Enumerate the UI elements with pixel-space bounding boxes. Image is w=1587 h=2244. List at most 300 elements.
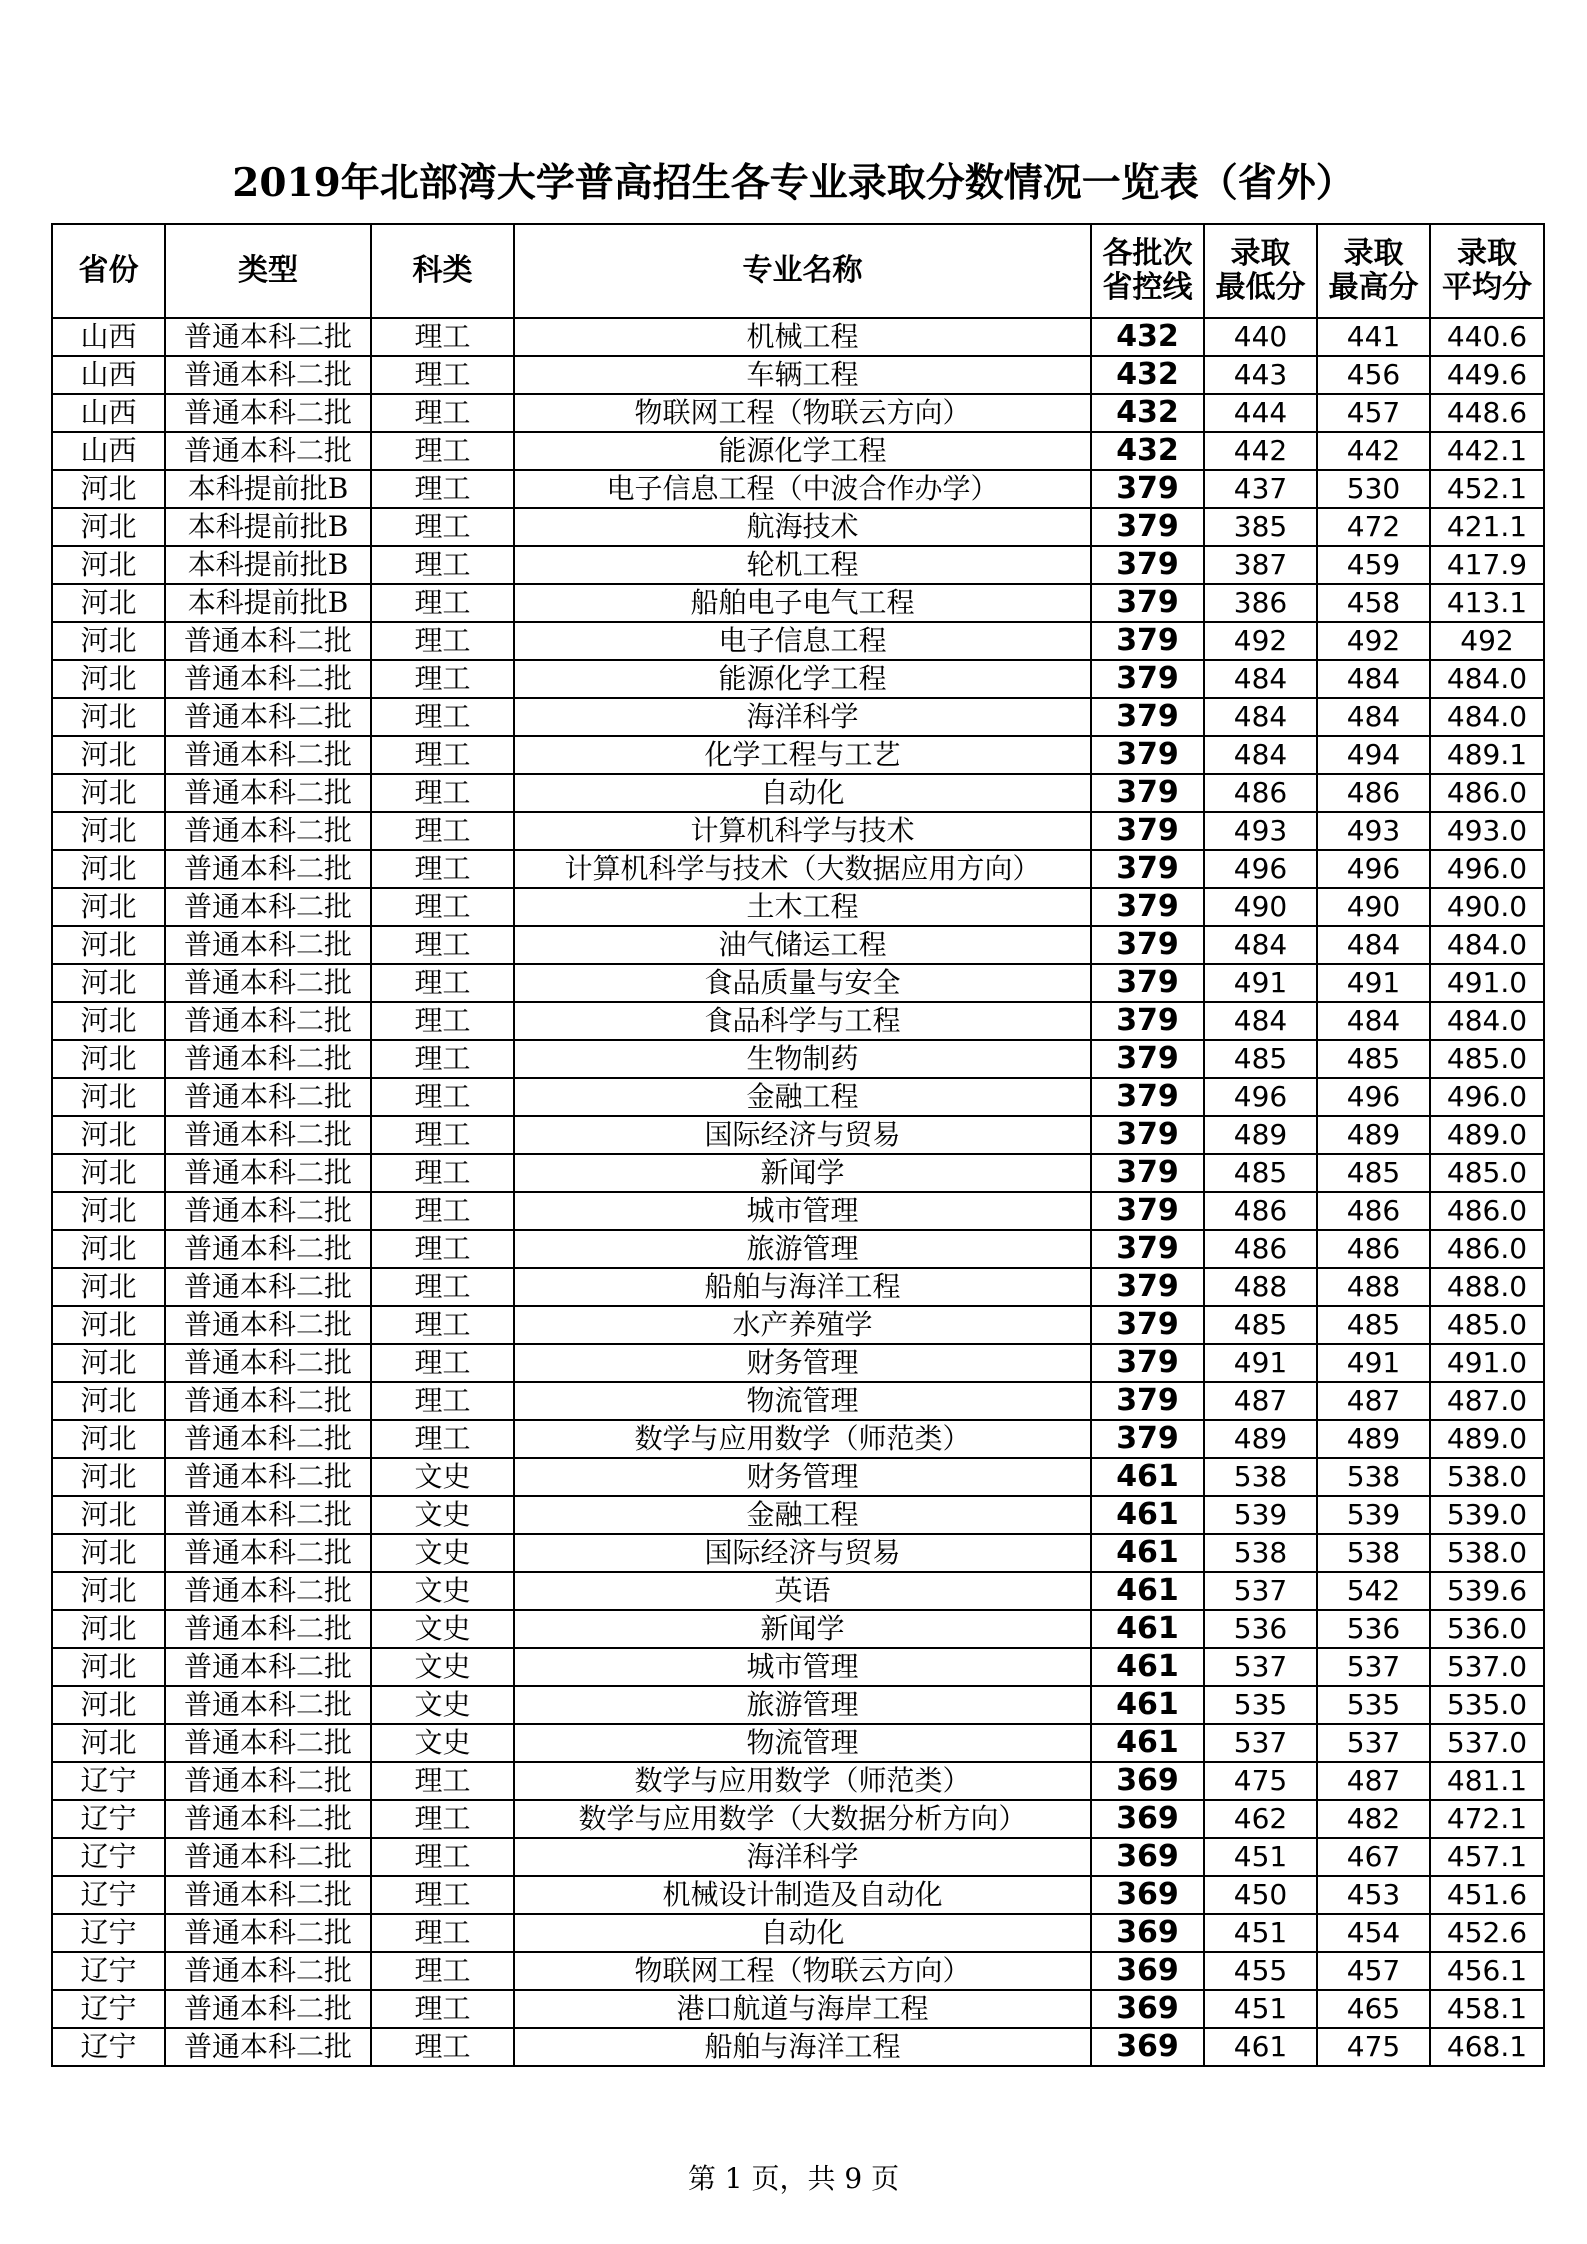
table-header-row bbox=[52, 224, 1544, 318]
cell-max-score: 475 bbox=[1317, 2028, 1430, 2066]
header-major: 专业名称 bbox=[514, 224, 1091, 318]
cell-province: 河北 bbox=[52, 470, 165, 508]
cell-major: 国际经济与贸易 bbox=[514, 1534, 1091, 1572]
cell-min-score: 485 bbox=[1204, 1040, 1317, 1078]
cell-min-score: 486 bbox=[1204, 1230, 1317, 1268]
cell-major: 物联网工程（物联云方向） bbox=[514, 1952, 1091, 1990]
cell-control-line: 461 bbox=[1091, 1534, 1204, 1572]
table-row bbox=[52, 926, 1544, 964]
cell-control-line: 432 bbox=[1091, 318, 1204, 356]
cell-min-score: 385 bbox=[1204, 508, 1317, 546]
footer-page-number: 1 bbox=[724, 2162, 743, 2195]
cell-min-score: 486 bbox=[1204, 774, 1317, 812]
cell-province: 河北 bbox=[52, 1610, 165, 1648]
header-control-line bbox=[1091, 224, 1204, 318]
cell-type: 普通本科二批 bbox=[165, 698, 371, 736]
cell-major: 数学与应用数学（师范类） bbox=[514, 1420, 1091, 1458]
table-row bbox=[52, 1876, 1544, 1914]
cell-max-score: 486 bbox=[1317, 1192, 1430, 1230]
table-row bbox=[52, 1686, 1544, 1724]
cell-province: 辽宁 bbox=[52, 1952, 165, 1990]
cell-province: 辽宁 bbox=[52, 1876, 165, 1914]
table-row bbox=[52, 394, 1544, 432]
cell-max-score: 484 bbox=[1317, 1002, 1430, 1040]
cell-control-line: 369 bbox=[1091, 1914, 1204, 1952]
cell-min-score: 450 bbox=[1204, 1876, 1317, 1914]
cell-max-score: 494 bbox=[1317, 736, 1430, 774]
cell-max-score: 491 bbox=[1317, 1344, 1430, 1382]
cell-max-score: 542 bbox=[1317, 1572, 1430, 1610]
cell-min-score: 539 bbox=[1204, 1496, 1317, 1534]
cell-control-line: 379 bbox=[1091, 850, 1204, 888]
footer-total-pages: 9 bbox=[844, 2162, 863, 2195]
cell-avg-score: 484.0 bbox=[1430, 1002, 1544, 1040]
cell-major: 能源化学工程 bbox=[514, 660, 1091, 698]
header-avg-score-1: 录取 bbox=[1457, 236, 1517, 271]
cell-subject: 理工 bbox=[371, 1914, 514, 1952]
cell-major: 土木工程 bbox=[514, 888, 1091, 926]
cell-major: 城市管理 bbox=[514, 1648, 1091, 1686]
table-row bbox=[52, 1382, 1544, 1420]
cell-max-score: 491 bbox=[1317, 964, 1430, 1002]
cell-province: 河北 bbox=[52, 1344, 165, 1382]
cell-min-score: 451 bbox=[1204, 1838, 1317, 1876]
cell-type: 普通本科二批 bbox=[165, 1876, 371, 1914]
cell-avg-score: 457.1 bbox=[1430, 1838, 1544, 1876]
cell-subject: 理工 bbox=[371, 318, 514, 356]
cell-avg-score: 452.6 bbox=[1430, 1914, 1544, 1952]
header-min-score-2: 最低分 bbox=[1215, 270, 1306, 305]
cell-avg-score: 496.0 bbox=[1430, 1078, 1544, 1116]
cell-major: 食品科学与工程 bbox=[514, 1002, 1091, 1040]
cell-min-score: 496 bbox=[1204, 850, 1317, 888]
table-row bbox=[52, 850, 1544, 888]
cell-major: 财务管理 bbox=[514, 1344, 1091, 1382]
cell-major: 物流管理 bbox=[514, 1382, 1091, 1420]
table-row bbox=[52, 622, 1544, 660]
cell-control-line: 379 bbox=[1091, 1040, 1204, 1078]
cell-control-line: 379 bbox=[1091, 584, 1204, 622]
cell-major: 自动化 bbox=[514, 1914, 1091, 1952]
cell-subject: 文史 bbox=[371, 1458, 514, 1496]
cell-min-score: 537 bbox=[1204, 1648, 1317, 1686]
cell-subject: 理工 bbox=[371, 584, 514, 622]
cell-major: 计算机科学与技术（大数据应用方向） bbox=[514, 850, 1091, 888]
page-footer bbox=[0, 2157, 1587, 2197]
cell-province: 河北 bbox=[52, 926, 165, 964]
cell-type: 普通本科二批 bbox=[165, 1344, 371, 1382]
cell-province: 河北 bbox=[52, 1116, 165, 1154]
footer-prefix: 第 bbox=[687, 2162, 716, 2195]
cell-min-score: 496 bbox=[1204, 1078, 1317, 1116]
cell-type: 普通本科二批 bbox=[165, 812, 371, 850]
cell-max-score: 486 bbox=[1317, 774, 1430, 812]
cell-min-score: 484 bbox=[1204, 926, 1317, 964]
cell-min-score: 442 bbox=[1204, 432, 1317, 470]
cell-max-score: 457 bbox=[1317, 394, 1430, 432]
cell-subject: 理工 bbox=[371, 432, 514, 470]
cell-type: 普通本科二批 bbox=[165, 1914, 371, 1952]
cell-type: 普通本科二批 bbox=[165, 1990, 371, 2028]
cell-avg-score: 413.1 bbox=[1430, 584, 1544, 622]
cell-subject: 理工 bbox=[371, 1002, 514, 1040]
cell-major: 国际经济与贸易 bbox=[514, 1116, 1091, 1154]
cell-subject: 理工 bbox=[371, 1952, 514, 1990]
cell-type: 普通本科二批 bbox=[165, 1686, 371, 1724]
cell-province: 河北 bbox=[52, 546, 165, 584]
cell-avg-score: 486.0 bbox=[1430, 1230, 1544, 1268]
cell-major: 电子信息工程 bbox=[514, 622, 1091, 660]
table-row bbox=[52, 1154, 1544, 1192]
cell-max-score: 485 bbox=[1317, 1154, 1430, 1192]
cell-type: 普通本科二批 bbox=[165, 2028, 371, 2066]
cell-avg-score: 472.1 bbox=[1430, 1800, 1544, 1838]
cell-subject: 文史 bbox=[371, 1686, 514, 1724]
cell-type: 普通本科二批 bbox=[165, 736, 371, 774]
cell-type: 普通本科二批 bbox=[165, 850, 371, 888]
cell-major: 新闻学 bbox=[514, 1610, 1091, 1648]
cell-subject: 理工 bbox=[371, 1078, 514, 1116]
cell-avg-score: 489.0 bbox=[1430, 1116, 1544, 1154]
cell-max-score: 537 bbox=[1317, 1648, 1430, 1686]
cell-subject: 理工 bbox=[371, 1230, 514, 1268]
cell-min-score: 443 bbox=[1204, 356, 1317, 394]
cell-avg-score: 452.1 bbox=[1430, 470, 1544, 508]
cell-control-line: 379 bbox=[1091, 774, 1204, 812]
cell-avg-score: 456.1 bbox=[1430, 1952, 1544, 1990]
cell-subject: 文史 bbox=[371, 1610, 514, 1648]
cell-control-line: 369 bbox=[1091, 1838, 1204, 1876]
header-avg-score bbox=[1430, 224, 1544, 318]
cell-min-score: 484 bbox=[1204, 736, 1317, 774]
cell-province: 河北 bbox=[52, 888, 165, 926]
cell-control-line: 379 bbox=[1091, 1230, 1204, 1268]
cell-max-score: 539 bbox=[1317, 1496, 1430, 1534]
cell-min-score: 489 bbox=[1204, 1116, 1317, 1154]
cell-control-line: 432 bbox=[1091, 356, 1204, 394]
cell-subject: 理工 bbox=[371, 1838, 514, 1876]
cell-min-score: 440 bbox=[1204, 318, 1317, 356]
cell-avg-score: 538.0 bbox=[1430, 1534, 1544, 1572]
cell-province: 山西 bbox=[52, 318, 165, 356]
cell-max-score: 458 bbox=[1317, 584, 1430, 622]
cell-max-score: 496 bbox=[1317, 1078, 1430, 1116]
cell-major: 航海技术 bbox=[514, 508, 1091, 546]
cell-type: 普通本科二批 bbox=[165, 1762, 371, 1800]
cell-major: 财务管理 bbox=[514, 1458, 1091, 1496]
cell-type: 普通本科二批 bbox=[165, 888, 371, 926]
cell-province: 河北 bbox=[52, 698, 165, 736]
cell-type: 普通本科二批 bbox=[165, 1610, 371, 1648]
cell-avg-score: 493.0 bbox=[1430, 812, 1544, 850]
cell-avg-score: 485.0 bbox=[1430, 1154, 1544, 1192]
cell-subject: 理工 bbox=[371, 2028, 514, 2066]
cell-max-score: 538 bbox=[1317, 1458, 1430, 1496]
cell-province: 河北 bbox=[52, 1724, 165, 1762]
cell-avg-score: 458.1 bbox=[1430, 1990, 1544, 2028]
table-row bbox=[52, 432, 1544, 470]
admission-score-table bbox=[51, 223, 1545, 2067]
cell-min-score: 491 bbox=[1204, 964, 1317, 1002]
cell-province: 辽宁 bbox=[52, 1762, 165, 1800]
cell-province: 河北 bbox=[52, 812, 165, 850]
cell-control-line: 379 bbox=[1091, 1192, 1204, 1230]
cell-max-score: 484 bbox=[1317, 660, 1430, 698]
cell-province: 河北 bbox=[52, 774, 165, 812]
table-row bbox=[52, 1458, 1544, 1496]
cell-min-score: 537 bbox=[1204, 1572, 1317, 1610]
cell-major: 海洋科学 bbox=[514, 1838, 1091, 1876]
table-row bbox=[52, 318, 1544, 356]
table-row bbox=[52, 356, 1544, 394]
header-control-line-1: 各批次 bbox=[1102, 236, 1193, 271]
cell-max-score: 441 bbox=[1317, 318, 1430, 356]
cell-subject: 理工 bbox=[371, 926, 514, 964]
cell-control-line: 432 bbox=[1091, 432, 1204, 470]
cell-province: 山西 bbox=[52, 432, 165, 470]
cell-min-score: 484 bbox=[1204, 1002, 1317, 1040]
cell-avg-score: 449.6 bbox=[1430, 356, 1544, 394]
cell-min-score: 484 bbox=[1204, 660, 1317, 698]
cell-major: 机械工程 bbox=[514, 318, 1091, 356]
cell-type: 普通本科二批 bbox=[165, 1002, 371, 1040]
cell-avg-score: 491.0 bbox=[1430, 964, 1544, 1002]
cell-type: 普通本科二批 bbox=[165, 1458, 371, 1496]
cell-control-line: 379 bbox=[1091, 546, 1204, 584]
footer-mid: 页，共 bbox=[751, 2162, 836, 2195]
header-min-score bbox=[1204, 224, 1317, 318]
cell-type: 普通本科二批 bbox=[165, 394, 371, 432]
cell-major: 化学工程与工艺 bbox=[514, 736, 1091, 774]
table-row bbox=[52, 1572, 1544, 1610]
cell-type: 普通本科二批 bbox=[165, 622, 371, 660]
table-row bbox=[52, 1002, 1544, 1040]
cell-subject: 理工 bbox=[371, 850, 514, 888]
cell-province: 河北 bbox=[52, 1002, 165, 1040]
table-row bbox=[52, 698, 1544, 736]
cell-major: 食品质量与安全 bbox=[514, 964, 1091, 1002]
cell-major: 水产养殖学 bbox=[514, 1306, 1091, 1344]
table-row bbox=[52, 1534, 1544, 1572]
cell-min-score: 487 bbox=[1204, 1382, 1317, 1420]
cell-min-score: 437 bbox=[1204, 470, 1317, 508]
cell-type: 普通本科二批 bbox=[165, 1800, 371, 1838]
table-body bbox=[52, 318, 1544, 2066]
cell-subject: 理工 bbox=[371, 1154, 514, 1192]
cell-avg-score: 468.1 bbox=[1430, 2028, 1544, 2066]
cell-subject: 理工 bbox=[371, 622, 514, 660]
cell-major: 物流管理 bbox=[514, 1724, 1091, 1762]
table-row bbox=[52, 1078, 1544, 1116]
cell-subject: 理工 bbox=[371, 1762, 514, 1800]
cell-subject: 文史 bbox=[371, 1572, 514, 1610]
cell-major: 旅游管理 bbox=[514, 1230, 1091, 1268]
cell-min-score: 451 bbox=[1204, 1914, 1317, 1952]
cell-major: 金融工程 bbox=[514, 1078, 1091, 1116]
cell-max-score: 454 bbox=[1317, 1914, 1430, 1952]
cell-major: 海洋科学 bbox=[514, 698, 1091, 736]
cell-subject: 理工 bbox=[371, 1040, 514, 1078]
page-title: 2019年北部湾大学普高招生各专业录取分数情况一览表（省外） bbox=[232, 160, 1355, 206]
cell-province: 辽宁 bbox=[52, 1990, 165, 2028]
table-row bbox=[52, 1914, 1544, 1952]
cell-major: 金融工程 bbox=[514, 1496, 1091, 1534]
cell-avg-score: 484.0 bbox=[1430, 698, 1544, 736]
cell-province: 河北 bbox=[52, 1496, 165, 1534]
table-row bbox=[52, 584, 1544, 622]
table-row bbox=[52, 1838, 1544, 1876]
cell-type: 普通本科二批 bbox=[165, 432, 371, 470]
cell-control-line: 461 bbox=[1091, 1496, 1204, 1534]
cell-max-score: 487 bbox=[1317, 1382, 1430, 1420]
table-row bbox=[52, 2028, 1544, 2066]
cell-subject: 理工 bbox=[371, 356, 514, 394]
cell-province: 河北 bbox=[52, 1078, 165, 1116]
table-row bbox=[52, 660, 1544, 698]
cell-control-line: 379 bbox=[1091, 926, 1204, 964]
cell-avg-score: 481.1 bbox=[1430, 1762, 1544, 1800]
cell-major: 生物制药 bbox=[514, 1040, 1091, 1078]
cell-min-score: 461 bbox=[1204, 2028, 1317, 2066]
cell-max-score: 536 bbox=[1317, 1610, 1430, 1648]
cell-province: 河北 bbox=[52, 622, 165, 660]
cell-province: 河北 bbox=[52, 1040, 165, 1078]
cell-major: 车辆工程 bbox=[514, 356, 1091, 394]
cell-avg-score: 487.0 bbox=[1430, 1382, 1544, 1420]
cell-province: 河北 bbox=[52, 736, 165, 774]
cell-subject: 理工 bbox=[371, 1382, 514, 1420]
cell-subject: 理工 bbox=[371, 888, 514, 926]
cell-subject: 理工 bbox=[371, 736, 514, 774]
cell-major: 油气储运工程 bbox=[514, 926, 1091, 964]
cell-major: 新闻学 bbox=[514, 1154, 1091, 1192]
cell-province: 辽宁 bbox=[52, 1800, 165, 1838]
cell-control-line: 461 bbox=[1091, 1572, 1204, 1610]
table-row bbox=[52, 1724, 1544, 1762]
table-row bbox=[52, 1800, 1544, 1838]
cell-type: 普通本科二批 bbox=[165, 1382, 371, 1420]
table-row bbox=[52, 1116, 1544, 1154]
cell-min-score: 387 bbox=[1204, 546, 1317, 584]
cell-control-line: 379 bbox=[1091, 1154, 1204, 1192]
cell-subject: 理工 bbox=[371, 1306, 514, 1344]
cell-min-score: 538 bbox=[1204, 1534, 1317, 1572]
table-row bbox=[52, 470, 1544, 508]
cell-subject: 理工 bbox=[371, 394, 514, 432]
cell-avg-score: 486.0 bbox=[1430, 1192, 1544, 1230]
cell-province: 河北 bbox=[52, 850, 165, 888]
cell-type: 普通本科二批 bbox=[165, 1952, 371, 1990]
cell-avg-score: 489.0 bbox=[1430, 1420, 1544, 1458]
table-row bbox=[52, 964, 1544, 1002]
cell-max-score: 489 bbox=[1317, 1420, 1430, 1458]
cell-avg-score: 496.0 bbox=[1430, 850, 1544, 888]
header-max-score-1: 录取 bbox=[1343, 236, 1404, 271]
cell-subject: 理工 bbox=[371, 1268, 514, 1306]
cell-avg-score: 485.0 bbox=[1430, 1040, 1544, 1078]
cell-province: 河北 bbox=[52, 1420, 165, 1458]
cell-max-score: 459 bbox=[1317, 546, 1430, 584]
cell-type: 普通本科二批 bbox=[165, 1230, 371, 1268]
cell-subject: 理工 bbox=[371, 698, 514, 736]
cell-subject: 理工 bbox=[371, 812, 514, 850]
footer-suffix: 页 bbox=[871, 2162, 900, 2195]
cell-type: 普通本科二批 bbox=[165, 1268, 371, 1306]
cell-major: 旅游管理 bbox=[514, 1686, 1091, 1724]
cell-control-line: 369 bbox=[1091, 1952, 1204, 1990]
cell-control-line: 461 bbox=[1091, 1686, 1204, 1724]
cell-major: 英语 bbox=[514, 1572, 1091, 1610]
cell-control-line: 369 bbox=[1091, 1876, 1204, 1914]
cell-type: 普通本科二批 bbox=[165, 1192, 371, 1230]
cell-type: 普通本科二批 bbox=[165, 318, 371, 356]
cell-subject: 文史 bbox=[371, 1648, 514, 1686]
cell-province: 河北 bbox=[52, 1154, 165, 1192]
cell-province: 河北 bbox=[52, 1458, 165, 1496]
cell-control-line: 379 bbox=[1091, 1002, 1204, 1040]
cell-max-score: 493 bbox=[1317, 812, 1430, 850]
table-row bbox=[52, 1610, 1544, 1648]
cell-major: 物联网工程（物联云方向） bbox=[514, 394, 1091, 432]
cell-type: 普通本科二批 bbox=[165, 1572, 371, 1610]
table-row bbox=[52, 1306, 1544, 1344]
cell-subject: 理工 bbox=[371, 1344, 514, 1382]
cell-control-line: 461 bbox=[1091, 1458, 1204, 1496]
cell-max-score: 484 bbox=[1317, 698, 1430, 736]
table-row bbox=[52, 1648, 1544, 1686]
cell-major: 机械设计制造及自动化 bbox=[514, 1876, 1091, 1914]
cell-major: 轮机工程 bbox=[514, 546, 1091, 584]
cell-subject: 文史 bbox=[371, 1724, 514, 1762]
cell-max-score: 486 bbox=[1317, 1230, 1430, 1268]
cell-control-line: 379 bbox=[1091, 1306, 1204, 1344]
table-row bbox=[52, 1040, 1544, 1078]
cell-max-score: 482 bbox=[1317, 1800, 1430, 1838]
cell-subject: 理工 bbox=[371, 774, 514, 812]
cell-type: 普通本科二批 bbox=[165, 964, 371, 1002]
cell-max-score: 442 bbox=[1317, 432, 1430, 470]
cell-type: 普通本科二批 bbox=[165, 1306, 371, 1344]
cell-type: 本科提前批B bbox=[165, 508, 371, 546]
header-max-score bbox=[1317, 224, 1430, 318]
cell-min-score: 492 bbox=[1204, 622, 1317, 660]
table-row bbox=[52, 812, 1544, 850]
cell-control-line: 379 bbox=[1091, 736, 1204, 774]
cell-province: 河北 bbox=[52, 508, 165, 546]
cell-max-score: 453 bbox=[1317, 1876, 1430, 1914]
cell-major: 自动化 bbox=[514, 774, 1091, 812]
cell-province: 河北 bbox=[52, 1230, 165, 1268]
cell-max-score: 488 bbox=[1317, 1268, 1430, 1306]
cell-subject: 理工 bbox=[371, 508, 514, 546]
cell-min-score: 485 bbox=[1204, 1154, 1317, 1192]
cell-province: 河北 bbox=[52, 1686, 165, 1724]
cell-avg-score: 486.0 bbox=[1430, 774, 1544, 812]
header-province: 省份 bbox=[52, 224, 165, 318]
cell-avg-score: 440.6 bbox=[1430, 318, 1544, 356]
cell-province: 山西 bbox=[52, 356, 165, 394]
cell-control-line: 379 bbox=[1091, 622, 1204, 660]
cell-control-line: 369 bbox=[1091, 2028, 1204, 2066]
cell-max-score: 484 bbox=[1317, 926, 1430, 964]
cell-control-line: 379 bbox=[1091, 508, 1204, 546]
cell-province: 河北 bbox=[52, 660, 165, 698]
cell-control-line: 379 bbox=[1091, 964, 1204, 1002]
cell-type: 普通本科二批 bbox=[165, 774, 371, 812]
cell-avg-score: 484.0 bbox=[1430, 926, 1544, 964]
cell-province: 河北 bbox=[52, 1268, 165, 1306]
cell-min-score: 490 bbox=[1204, 888, 1317, 926]
